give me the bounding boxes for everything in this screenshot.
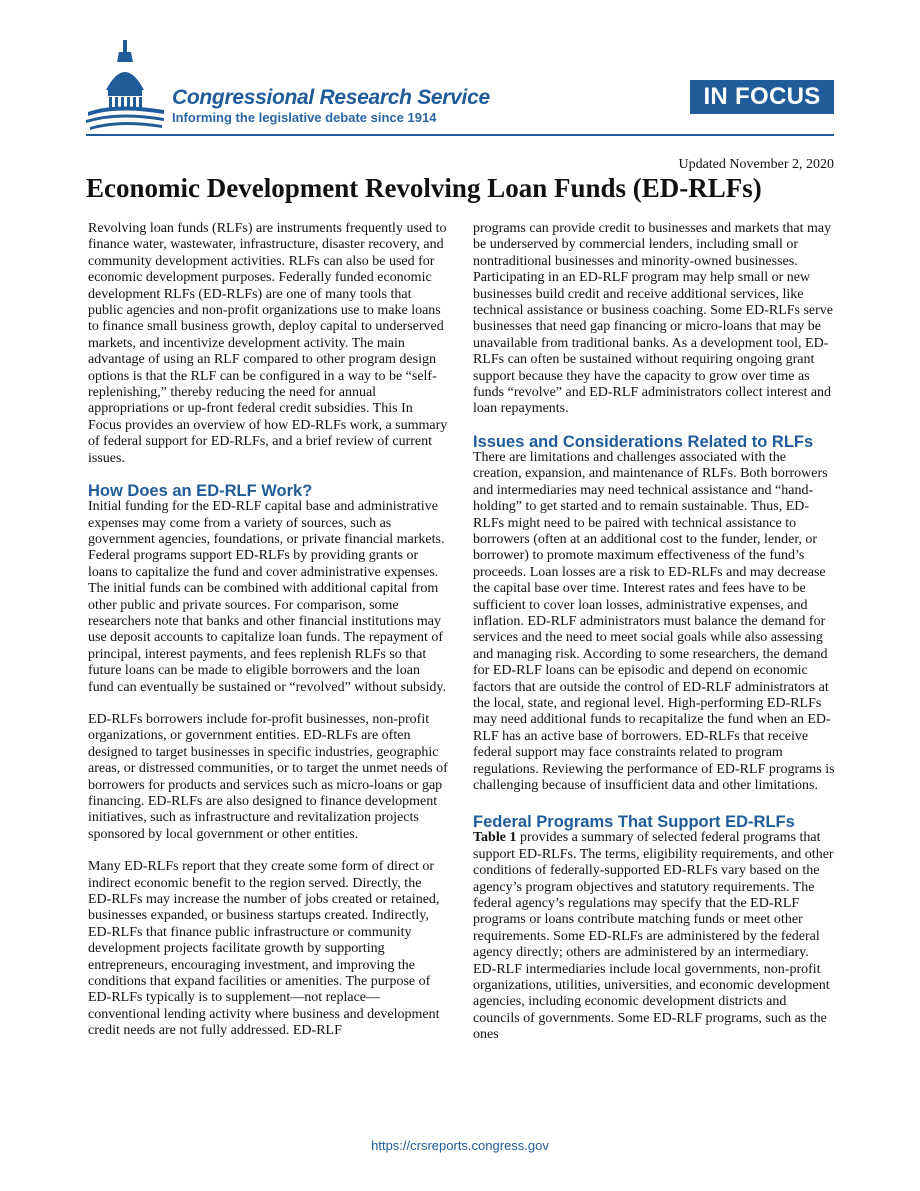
- capitol-dome-icon: [86, 40, 166, 130]
- body-paragraph: Initial funding for the ED-RLF capital base and administrative expenses may come from a variety of sources, such as government agencies, foundations, or private financial markets. Federal programs support ED-RLFs by providing grants or loans to capitalize the fund and cover administrative expenses. The initial funds can be combined with additional capital from other public and private sources. For comparison, some researchers note that banks and other financial institutions may use deposit accounts to capitalize loan funds. The repayment of principal, interest payments, and fees replenish RLFs so that future loans can be made to eligible borrowers and the loan fund can eventually be sustained or “revolved” without subsidy.: [88, 499, 446, 695]
- body-paragraph: programs can provide credit to businesses and markets that may be underserved by commercial lenders, including small or nontraditional businesses and minority-owned businesses. Participating in an ED-RLF program may help small or new businesses build credit and receive additional services, like technical assistance or business coaching. Some ED-RLFs serve businesses that need gap financing or micro-loans that may be unavailable from traditional banks. As a development tool, ED-RLFs can often be sustained without requiring ongoing grant support because they have the capacity to grow over time as funds “revolve” and ED-RLF administrators collect interest and loan repayments.: [473, 221, 834, 417]
- body-paragraph: Many ED-RLFs report that they create some form of direct or indirect economic benefit to the region served. Directly, the ED-RLFs may increase the number of jobs created or retained, businesses expanded, or business startups created. Indirectly, ED-RLFs that finance public infrastructure or community development projects facilitate growth by supporting entrepreneurs, encouraging investment, and improving the conditions that expand facilities or amenities. The purpose of ED-RLFs typically is to supplement—not replace—conventional lending activity where business and development credit needs are not fully addressed. ED-RLF: [88, 859, 440, 1039]
- org-name: Congressional Research Service: [172, 86, 490, 109]
- table-reference[interactable]: Table 1: [473, 830, 517, 846]
- header-divider: [86, 134, 834, 136]
- in-focus-badge: IN FOCUS: [690, 80, 834, 114]
- section-heading-issues: Issues and Considerations Related to RLFs: [473, 432, 814, 451]
- right-column: [473, 221, 835, 1060]
- section-heading-how-it-works: How Does an ED-RLF Work?: [88, 482, 313, 501]
- page-title: Economic Development Revolving Loan Funds (ED-RLFs): [86, 173, 762, 203]
- body-paragraph: ED-RLFs borrowers include for-profit businesses, non-profit organizations, or government entities. ED-RLFs are often designed to target businesses in specific industries, geographic areas, or distressed communities, or to target the unmet needs of borrowers for products and services such as micro-loans or gap financing. ED-RLFs are also designed to finance development initiatives, such as infrastructure and revitalization projects sponsored by local government or other entities.: [88, 711, 448, 842]
- page-header: [0, 0, 920, 140]
- body-paragraph: [473, 830, 835, 1043]
- intro-paragraph: Revolving loan funds (RLFs) are instruments frequently used to finance water, wastewater, infrastructure, disaster recovery, and community development activities. RLFs can also be used for economic development purposes. Federally funded economic development RLFs (ED-RLFs) are one of many tools that public agencies and non-profit organizations use to make loans to finance small business growth, deploy capital to underserved markets, and incentivize development activity. The main advantage of using an RLF compared to other program design options is that the RLF can be configured in a way to be “self-replenishing,” thereby reducing the need for annual appropriations or up-front federal credit subsidies. This In Focus provides an overview of how ED-RLFs work, a summary of federal support for ED-RLFs, and a brief review of current issues.: [88, 221, 448, 466]
- section-heading-federal-programs: Federal Programs That Support ED-RLFs: [473, 813, 795, 832]
- body-text: provides a summary of selected federal programs that support ED-RLFs. The terms, eligibility requirements, and other conditions of federally-supported ED-RLFs vary based on the agency’s program objectives and statutory requirements. The federal agency’s regulations may specify that the ED-RLF programs or loans contribute matching funds or meet other requirements. Some ED-RLFs are administered by the federal agency directly; others are administered by an intermediary. ED-RLF intermediaries include local governments, non-profit organizations, utilities, universities, and economic development agencies, including economic development districts and councils of governments. Some ED-RLF programs, such as the ones: [473, 830, 834, 1043]
- footer-url[interactable]: https://crsreports.congress.gov: [371, 1138, 549, 1153]
- org-tagline: Informing the legislative debate since 1914: [172, 110, 437, 125]
- updated-date: Updated November 2, 2020: [678, 157, 834, 172]
- body-paragraph: There are limitations and challenges associated with the creation, expansion, and maintenance of RLFs. Both borrowers and intermediaries may need technical assistance and “hand-holding” to get started and to remain sustainable. Thus, ED-RLFs might need to be paired with technical assistance to borrowers (often at an additional cost to the funder, lender, or borrower) to promote maximum effectiveness of the fund’s proceeds. Loan losses are a risk to ED-RLFs and may decrease the capital base over time. Interest rates and fees have to be sufficient to cover loan losses, administrative expenses, and inflation. ED-RLF administrators must balance the demand for services and the need to meet social goals while also assessing and managing risk. According to some researchers, the demand for ED-RLF loans can be episodic and depend on economic factors that are outside the control of ED-RLF administrators at the local, state, and regional level. High-performing ED-RLFs may need additional funds to recapitalize the fund when an ED-RLF has an active base of borrowers. ED-RLFs that receive federal support may face constraints related to program regulations. Reviewing the performance of ED-RLF programs is challenging because of insufficient data and other limitations.: [473, 449, 835, 793]
- left-column: [88, 221, 448, 1056]
